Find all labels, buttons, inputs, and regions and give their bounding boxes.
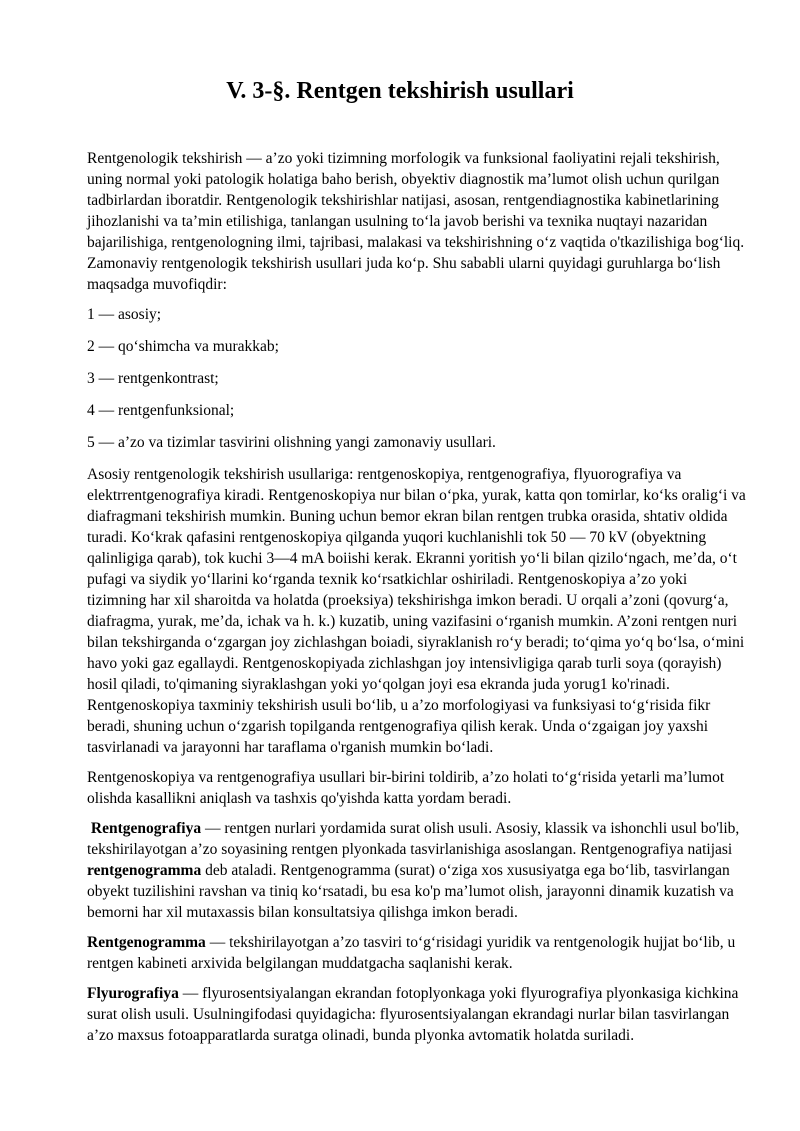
document-body [87, 148, 747, 1055]
asosiy-usullar-paragraph: Asosiy rentgenologik tekshirish usullariga: rentgenoskopiya, rentgenografiya, flyuorografiya va elektrrentgenografiya kiradi. Rentgenoskopiya nur bilan o‘pka, yurak, katta qon tomirlar, ko‘ks oralig‘i va diafragmani tekshirish mumkin. Buning uchun bemor ekran bilan rentgen trubka orasida, shtativ oldida turadi. Ko‘krak qafasini rentgenoskopiya qilganda yuqori kuchlanishli tok 50 — 70 kV (obyektning qalinligiga qarab), tok kuchi 3—4 mA boiishi kerak. Ekranni yoritish yo‘li bilan qizilo‘ngach, me’da, o‘t pufagi va siydik yo‘llarini ko‘rganda texnik ko‘rsatkichlar oshiriladi. Rentgenoskopiya a’zo yoki tizimning har xil sharoitda va holatda (proeksiya) tekshirishga imkon beradi. U orqali a’zoni (qovurg‘a, diafragma, yurak, me’da, ichak va h. k.) kuzatib, uning vazifasini o‘rganish mumkin. A’zoni rentgen nuri bilan tekshirganda o‘zgargan joy zichlashgan boiadi, siyraklanish ro‘y beradi; to‘qima yo‘q bo‘lsa, o‘mini havo yoki gaz egallaydi. Rentgenoskopiyada zichlashgan joy intensivligiga qarab turli soya (qorayish) hosil qiladi, to'qimaning siyraklashgan yoki yo‘qolgan joyi esa ekranda juda yorug1 ko'rinadi. Rentgenoskopiya taxminiy tekshirish usuli bo‘lib, u a’zo morfologiyasi va funksiyasi to‘g‘risida fikr beradi, shuning uchun o‘zgarish topilganda rentgenografiya qilish kerak. Unda o‘zgaigan joy yaxshi tasvirlanadi va jarayonni har taraflama o'rganish mumkin bo‘ladi. [87, 466, 746, 756]
rentgenogramma-paragraph [87, 932, 747, 974]
rentgenogramma-term: Rentgenogramma [87, 934, 206, 951]
rentgenografiya-paragraph [87, 818, 747, 923]
list-item: 5 — a’zo va tizimlar tasvirini olishning yangi zamonaviy usullari. [87, 434, 496, 451]
rentgenogramma-text: — tekshirilayotgan a’zo tasviri to‘g‘risidagi yuridik va rentgenologik hujjat bo‘lib, u rentgen kabineti arxivida belgilangan muddatgacha saqlanishi kerak. [87, 934, 736, 972]
intro-paragraph: Rentgenologik tekshirish — a’zo yoki tizimning morfologik va funksional faoliyatini rejali tekshirish, uning normal yoki patologik holatiga baho berish, obyektiv diagnostik ma’lumot olish uchun qurilgan tadbirlardan iboratdir. Rentgenologik tekshirishlar natijasi, asosan, rentgendiagnostika kabinetlarining jihozlanishi va ta’min etilishiga, tanlangan usulning to‘la javob berishi va texnika nuqtayi nazaridan bajarilishiga, rentgenologning ilmi, tajribasi, malakasi va tekshirishning o‘z vaqtida o'tkazilishiga bog‘liq. Zamonaviy rentgenologik tekshirish usullari juda ko‘p. Shu sababli ularni quyidagi guruhlarga bo‘lish maqsadga muvofiqdir: [87, 150, 745, 293]
list-item: 1 — asosiy; [87, 306, 162, 323]
list-item: 4 — rentgenfunksional; [87, 402, 235, 419]
list-item: 2 — qo‘shimcha va murakkab; [87, 338, 279, 355]
rentgenografiya-text-1: — rentgen nurlari yordamida surat olish usuli. Asosiy, klassik va ishonchli usul bo'lib, tekshirilayotgan a’zo soyasining rentgen plyonkada tasvirlanishiga asoslangan. Rentgenografiya natijasi [87, 820, 740, 858]
list-item: 3 — rentgenkontrast; [87, 370, 219, 387]
rentgenogramma-term-inline: rentgenogramma [87, 862, 202, 879]
page-title: V. 3-§. Rentgen tekshirish usullari [226, 78, 574, 104]
flyurografiya-term: Flyurografiya [87, 985, 179, 1002]
toldirish-paragraph: Rentgenoskopiya va rentgenografiya usullari bir-birini toldirib, a’zo holati to‘g‘risida yetarli ma’lumot olishda kasallikni aniqlash va tashxis qo'yishda katta yordam beradi. [87, 769, 725, 807]
flyurografiya-text: — flyurosentsiyalangan ekrandan fotoplyonkaga yoki flyurografiya plyonkasiga kichkina surat olish usuli. Usulningifodasi quyidagicha: flyurosentsiyalangan ekrandagi nurlar bilan tasvirlangan a’zo maxsus fotoapparatlarda suratga olinadi, bunda plyonka avtomatik holatda suriladi. [87, 985, 739, 1044]
rentgenografiya-text-2: deb ataladi. Rentgenogramma (surat) o‘ziga xos xususiyatga ega bo‘lib, tasvirlangan obyekt tuzilishini ravshan va tiniq ko‘rsatadi, bu esa ko'p ma’lumot olish, jarayonni dinamik kuzatish va bemorni har xil mutaxassis bilan konsultatsiya qilishga imkon beradi. [87, 862, 734, 921]
rentgenografiya-term: Rentgenografiya [90, 820, 202, 837]
flyurografiya-paragraph [87, 983, 747, 1046]
